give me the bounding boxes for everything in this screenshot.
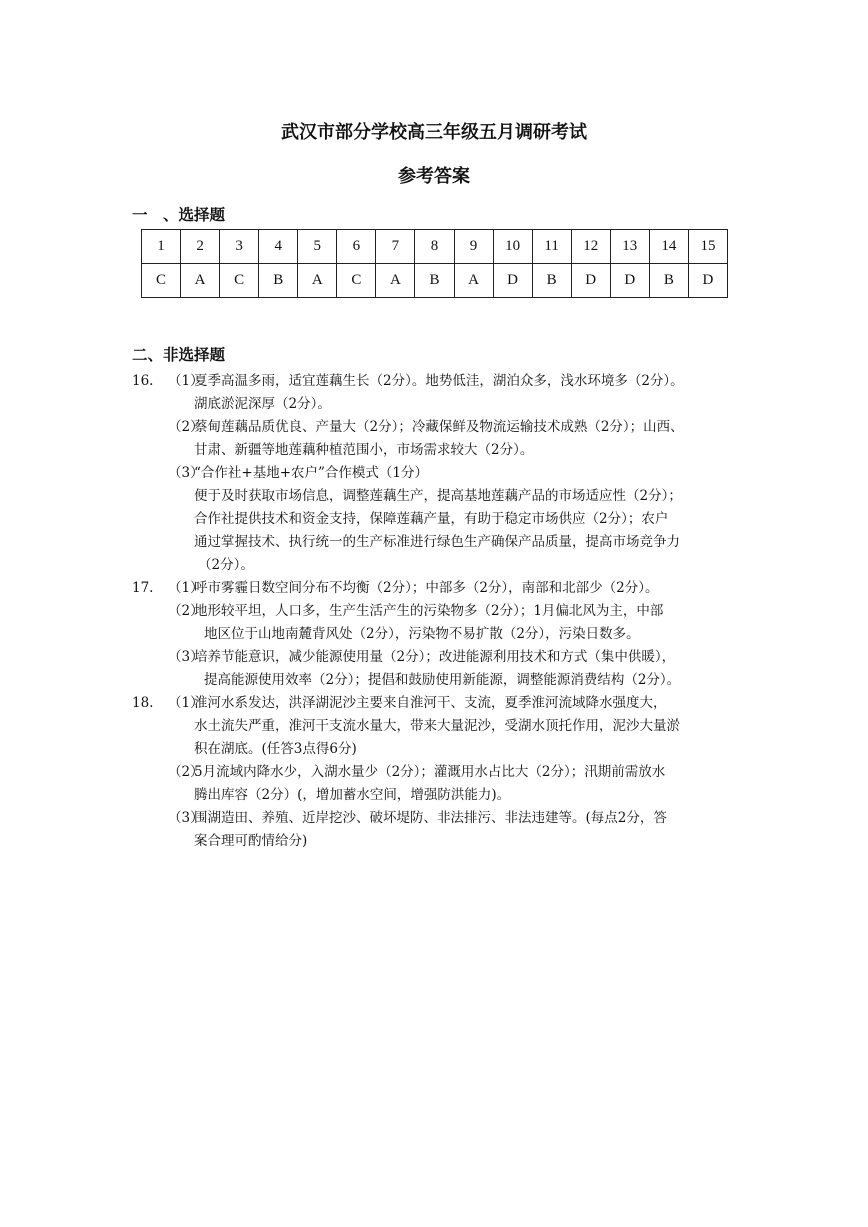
answer-line: 积在湖底。(任答3点得6分) bbox=[194, 741, 357, 757]
answer-letter: D bbox=[688, 264, 727, 298]
part-label: （2） bbox=[168, 419, 204, 435]
answer-line: 甘肃、新疆等地莲藕种植范围小，市场需求较大（2分）。 bbox=[194, 442, 534, 458]
answer-line: 围湖造田、养殖、近岸挖沙、破坏堤防、非法排污、非法违建等。(每点2分，答 bbox=[194, 810, 667, 826]
answer-line: （2分）。 bbox=[198, 557, 254, 573]
section-nonchoice-heading: 二、非选择题 bbox=[132, 346, 226, 364]
answer-line: 夏季高温多雨，适宜莲藕生长（2分）。地势低洼，湖泊众多，浅水环境多（2分）。 bbox=[194, 373, 684, 389]
question-number: 2 bbox=[181, 230, 220, 264]
answer-line: 湖底淤泥深厚（2分）。 bbox=[194, 396, 331, 412]
question-number: 7 bbox=[376, 230, 415, 264]
answer-part bbox=[132, 761, 742, 807]
answer-line: 提高能源使用效率（2分）；提倡和鼓励使用新能源，调整能源消费结构（2分）。 bbox=[204, 672, 681, 688]
answer-part bbox=[132, 462, 742, 577]
answer-letter: D bbox=[610, 264, 649, 298]
answer-line: 蔡甸莲藕品质优良、产量大（2分）；冷藏保鲜及物流运输技术成熟（2分）；山西、 bbox=[194, 419, 684, 435]
question-number: 4 bbox=[259, 230, 298, 264]
question-number: 5 bbox=[298, 230, 337, 264]
question-number-label: 16. bbox=[132, 373, 154, 389]
answer-line: 淮河水系发达，洪泽湖泥沙主要来自淮河干、支流，夏季淮河流域降水强度大， bbox=[194, 695, 667, 711]
answer-letter: B bbox=[415, 264, 454, 298]
exam-title: 武汉市部分学校高三年级五月调研考试 bbox=[281, 122, 587, 143]
answer-letter: A bbox=[181, 264, 220, 298]
answer-part bbox=[132, 692, 742, 761]
question-number-label: 17. bbox=[132, 580, 154, 596]
answer-letter: B bbox=[259, 264, 298, 298]
answer-line: 培养节能意识，减少能源使用量（2分）；改进能源利用技术和方式（集中供暖）， bbox=[194, 649, 676, 665]
question-number: 3 bbox=[220, 230, 259, 264]
answer-line: 水土流失严重，淮河干支流水量大，带来大量泥沙，受湖水顶托作用，泥沙大量淤 bbox=[194, 718, 680, 734]
answer-line: 5月流域内降水少，入湖水量少（2分）；灌溉用水占比大（2分）；汛期前需放水 bbox=[194, 764, 666, 780]
answer-line: 案合理可酌情给分) bbox=[194, 833, 308, 849]
section-choice-heading: 一 、选择题 bbox=[132, 206, 226, 224]
answer-letter: B bbox=[649, 264, 688, 298]
question-number: 9 bbox=[454, 230, 493, 264]
question-number-label: 18. bbox=[132, 695, 154, 711]
question-number: 1 bbox=[142, 230, 181, 264]
answer-line: 地形较平坦，人口多，生产生活产生的污染物多（2分）；1月偏北风为主，中部 bbox=[194, 603, 664, 619]
answer-key-subtitle: 参考答案 bbox=[398, 166, 470, 187]
answer-part bbox=[132, 416, 742, 462]
answer-letter: A bbox=[454, 264, 493, 298]
part-label: （3） bbox=[168, 649, 204, 665]
answer-letter: D bbox=[493, 264, 532, 298]
answer-line: 呼市雾霾日数空间分布不均衡（2分）；中部多（2分），南部和北部少（2分）。 bbox=[194, 580, 659, 596]
answer-line: 腾出库容（2分）(，增加蓄水空间，增强防洪能力)。 bbox=[194, 787, 511, 803]
question-number: 11 bbox=[532, 230, 571, 264]
answer-row bbox=[142, 264, 728, 298]
question-number: 6 bbox=[337, 230, 376, 264]
answer-part bbox=[132, 600, 742, 646]
question-number: 14 bbox=[649, 230, 688, 264]
question-number: 12 bbox=[571, 230, 610, 264]
answer-content bbox=[132, 370, 742, 853]
part-label: （2） bbox=[168, 764, 204, 780]
answer-letter: C bbox=[337, 264, 376, 298]
part-label: （2） bbox=[168, 603, 204, 619]
answer-line: “合作社+基地+农户”合作模式（1分） bbox=[194, 465, 429, 481]
answer-letter: C bbox=[142, 264, 181, 298]
question-18 bbox=[132, 692, 742, 853]
part-label: （1） bbox=[168, 373, 204, 389]
answer-letter: D bbox=[571, 264, 610, 298]
part-label: （1） bbox=[168, 580, 204, 596]
question-17 bbox=[132, 577, 742, 692]
answer-part bbox=[132, 370, 742, 416]
question-number: 15 bbox=[688, 230, 727, 264]
answer-table bbox=[141, 229, 728, 298]
answer-line: 通过掌握技术、执行统一的生产标准进行绿色生产确保产品质量，提高市场竞争力 bbox=[194, 534, 680, 550]
answer-part bbox=[132, 577, 742, 600]
answer-part bbox=[132, 807, 742, 853]
answer-letter: B bbox=[532, 264, 571, 298]
question-number-row bbox=[142, 230, 728, 264]
answer-line: 便于及时获取市场信息，调整莲藕生产，提高基地莲藕产品的市场适应性（2分）； bbox=[194, 488, 682, 504]
answer-line: 合作社提供技术和资金支持，保障莲藕产量，有助于稳定市场供应（2分）；农户 bbox=[194, 511, 669, 527]
question-number: 13 bbox=[610, 230, 649, 264]
question-number: 8 bbox=[415, 230, 454, 264]
answer-letter: A bbox=[298, 264, 337, 298]
answer-letter: A bbox=[376, 264, 415, 298]
question-16 bbox=[132, 370, 742, 577]
question-number: 10 bbox=[493, 230, 532, 264]
part-label: （3） bbox=[168, 465, 204, 481]
part-label: （1） bbox=[168, 695, 204, 711]
answer-line: 地区位于山地南麓背风处（2分），污染物不易扩散（2分），污染日数多。 bbox=[204, 626, 640, 642]
answer-letter: C bbox=[220, 264, 259, 298]
answer-part bbox=[132, 646, 742, 692]
part-label: （3） bbox=[168, 810, 204, 826]
